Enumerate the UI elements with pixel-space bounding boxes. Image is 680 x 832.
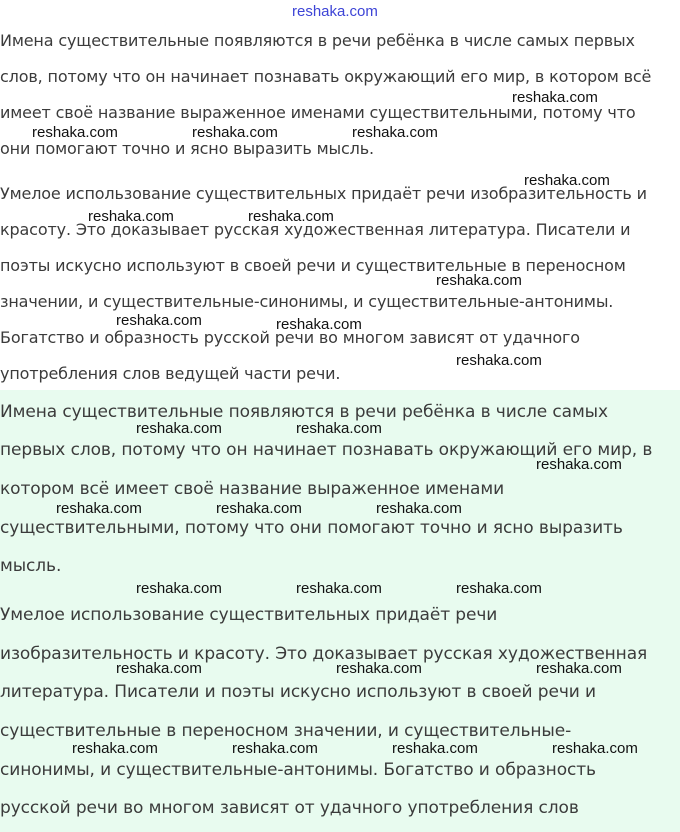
watermark: reshaka.com (56, 500, 142, 517)
paragraph-line: употребления слов ведущей части речи. (0, 364, 341, 383)
watermark: reshaka.com (376, 500, 462, 517)
paragraph-line: мысль. (0, 556, 62, 576)
paragraph-line: поэты искусно используют в своей речи и существительные в переносном (0, 256, 626, 275)
paragraph-line: Богатство и образность русской речи во многом зависят от удачного (0, 328, 580, 347)
watermark: reshaka.com (352, 124, 438, 141)
watermark: reshaka.com (456, 352, 542, 369)
watermark: reshaka.com (72, 740, 158, 757)
paragraph-line: существительными, потому что они помогают точно и ясно выразить (0, 518, 623, 538)
watermark: reshaka.com (232, 740, 318, 757)
paragraph-line: имеет своё название выраженное именами существительными, потому что (0, 103, 636, 122)
watermark: reshaka.com (216, 500, 302, 517)
paragraph-line: котором всё имеет своё название выраженное именами (0, 479, 505, 499)
watermark: reshaka.com (276, 316, 362, 333)
watermark: reshaka.com (524, 172, 610, 189)
paragraph-line: Умелое использование существительных придаёт речи (0, 605, 498, 625)
watermark: reshaka.com (392, 740, 478, 757)
watermark: reshaka.com (536, 660, 622, 677)
paragraph-line: русской речи во многом зависят от удачного употребления слов (0, 798, 579, 818)
watermark: reshaka.com (248, 208, 334, 225)
watermark: reshaka.com (512, 89, 598, 106)
watermark: reshaka.com (192, 124, 278, 141)
paragraph-line: Имена существительные появляются в речи ребёнка в числе самых (0, 402, 608, 422)
paragraph-line: синонимы, и существительные-антонимы. Богатство и образность (0, 760, 596, 780)
watermark: reshaka.com (436, 272, 522, 289)
paragraph-line: изобразительность и красоту. Это доказывает русская художественная (0, 644, 648, 664)
paragraph-line: красоту. Это доказывает русская художественная литература. Писатели и (0, 220, 631, 239)
paragraph-line: первых слов, потому что он начинает познавать окружающий его мир, в (0, 440, 653, 460)
watermark: reshaka.com (296, 420, 382, 437)
watermark: reshaka.com (296, 580, 382, 597)
watermark-top: reshaka.com (292, 3, 378, 20)
watermark: reshaka.com (88, 208, 174, 225)
paragraph-line: существительные в переносном значении, и существительные- (0, 721, 572, 741)
watermark: reshaka.com (136, 580, 222, 597)
paragraph-line: они помогают точно и ясно выразить мысль. (0, 139, 374, 158)
paragraph-line: Умелое использование существительных придаёт речи изобразительность и (0, 184, 647, 203)
paragraph-line: слов, потому что он начинает познавать окружающий его мир, в котором всё (0, 67, 652, 86)
watermark: reshaka.com (552, 740, 638, 757)
watermark: reshaka.com (456, 580, 542, 597)
watermark: reshaka.com (116, 312, 202, 329)
watermark: reshaka.com (32, 124, 118, 141)
watermark: reshaka.com (136, 420, 222, 437)
paragraph-line: значении, и существительные-синонимы, и существительные-антонимы. (0, 292, 614, 311)
watermark: reshaka.com (536, 456, 622, 473)
paragraph-line: литература. Писатели и поэты искусно используют в своей речи и (0, 682, 596, 702)
watermark: reshaka.com (116, 660, 202, 677)
watermark: reshaka.com (336, 660, 422, 677)
paragraph-line: Имена существительные появляются в речи ребёнка в числе самых первых (0, 31, 635, 50)
